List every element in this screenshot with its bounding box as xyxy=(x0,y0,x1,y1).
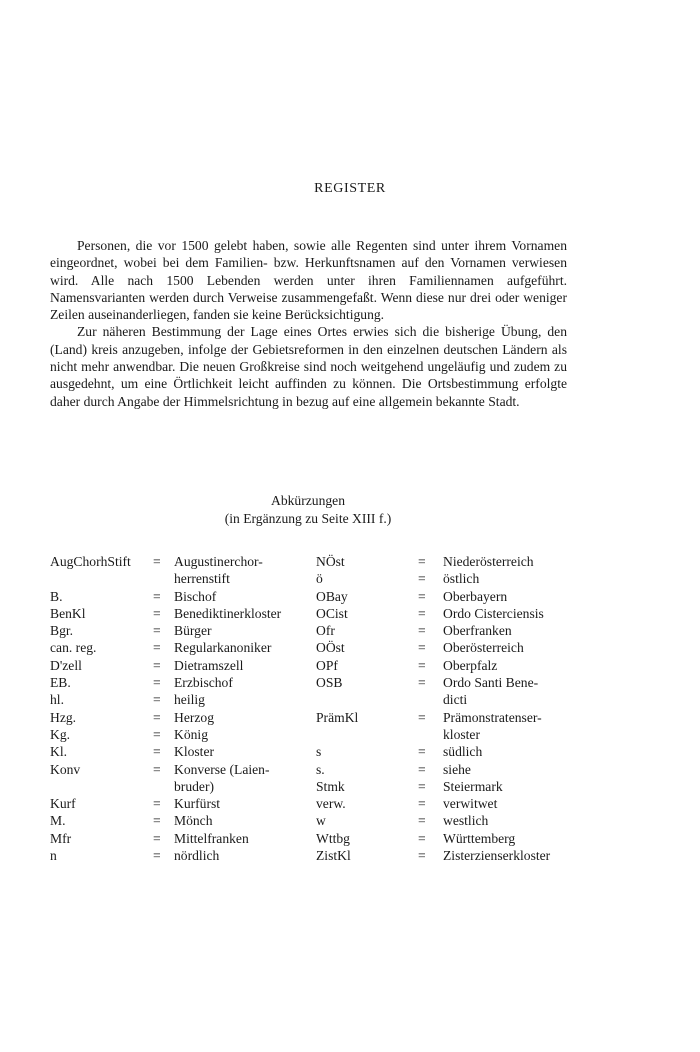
abbreviation: OSB xyxy=(316,675,343,691)
equals-sign: = xyxy=(418,848,426,864)
expansion: Oberfranken xyxy=(443,623,512,639)
abbreviation: PrämKl xyxy=(316,709,359,725)
equals-sign: = xyxy=(153,830,161,846)
expansion: kloster xyxy=(443,726,480,742)
intro-paragraph: Zur näheren Bestimmung der Lage eines Ortes erwies sich die bisherige Übung, den (Land) kreis anzugeben, infolge der Gebietsreformen in den einzelnen deutschen Ländern als nicht mehr anwendbar. Die neuen Großkreise sind noch weitgehend ungeläufig und zudem zu ausgedehnt, um eine Örtlichkeit leicht auffinden zu können. Die Ortsbestimmung erfolgte daher durch Angabe der Himmelsrichtung in bezug auf eine allgemein bekannte Stadt. xyxy=(50,324,567,409)
equals-sign: = xyxy=(418,605,426,621)
abbreviation-row xyxy=(50,622,580,639)
expansion: Mittelfranken xyxy=(174,830,249,846)
equals-sign: = xyxy=(153,744,161,760)
abbreviation-row xyxy=(50,830,580,847)
abbreviation-row xyxy=(50,812,580,829)
expansion: heilig xyxy=(174,692,205,708)
expansion: östlich xyxy=(443,571,480,587)
abbreviation: w xyxy=(316,813,326,829)
expansion: nördlich xyxy=(174,848,220,864)
expansion: Erzbischof xyxy=(174,675,233,691)
equals-sign: = xyxy=(418,554,426,569)
expansion: Oberösterreich xyxy=(443,640,524,656)
equals-sign: = xyxy=(418,675,426,691)
expansion: Zisterzienserkloster xyxy=(443,848,551,864)
abbreviation-row xyxy=(50,570,580,587)
equals-sign: = xyxy=(153,709,161,725)
abbreviations-subtitle: (in Ergänzung zu Seite XIII f.) xyxy=(224,510,392,526)
expansion: Regularkanoniker xyxy=(174,640,272,656)
abbreviation-row xyxy=(50,795,580,812)
expansion: Kloster xyxy=(174,744,215,760)
expansion: Prämonstratenser- xyxy=(443,709,542,725)
equals-sign: = xyxy=(153,848,161,864)
abbreviation: NÖst xyxy=(316,554,345,569)
abbreviation: AugChorhStift xyxy=(50,554,131,569)
equals-sign: = xyxy=(418,744,426,760)
abbreviation-row xyxy=(50,709,580,726)
expansion: Niederösterreich xyxy=(443,554,534,569)
equals-sign: = xyxy=(418,623,426,639)
abbreviation: Wttbg xyxy=(316,830,350,846)
abbreviation: M. xyxy=(50,813,66,829)
abbreviation-row xyxy=(50,726,580,743)
expansion: Herzog xyxy=(174,709,215,725)
abbreviation: Kg. xyxy=(50,726,71,742)
expansion: Mönch xyxy=(174,813,213,829)
abbreviation-row xyxy=(50,778,580,795)
expansion: Oberpfalz xyxy=(443,657,498,673)
equals-sign: = xyxy=(418,761,426,777)
equals-sign: = xyxy=(153,640,161,656)
equals-sign: = xyxy=(418,796,426,812)
abbreviation: Ofr xyxy=(316,623,335,639)
abbreviation: Bgr. xyxy=(50,623,74,639)
intro-paragraph: Personen, die vor 1500 gelebt haben, sowie alle Regenten sind unter ihrem Vornamen eingeordnet, wobei bei dem Familien- bzw. Herkunftsnamen auf den Vornamen verwiesen wird. Alle nach 1500 Lebenden werden unter ihren Familiennamen aufgeführt. Namensvarianten werden durch Verweise zusammengefaßt. Wenn diese nur drei oder weniger Zeilen auseinanderliegen, fanden sie keine Berücksichtigung. xyxy=(50,238,567,323)
page-title: REGISTER xyxy=(314,181,386,196)
expansion: Bürger xyxy=(174,623,212,639)
expansion: Augustinerchor- xyxy=(174,554,263,569)
expansion: südlich xyxy=(443,744,483,760)
abbreviation: OÖst xyxy=(316,640,345,656)
expansion: Dietramszell xyxy=(174,657,244,673)
abbreviation: OPf xyxy=(316,657,338,673)
expansion: Kurfürst xyxy=(174,796,221,812)
abbreviation-row xyxy=(50,691,580,708)
abbreviation-row xyxy=(50,657,580,674)
expansion: verwitwet xyxy=(443,796,498,812)
abbreviation: hl. xyxy=(50,692,64,708)
expansion: dicti xyxy=(443,692,468,708)
abbreviation-row xyxy=(50,553,580,570)
abbreviations-title: Abkürzungen xyxy=(271,493,345,508)
expansion: Oberbayern xyxy=(443,588,508,604)
equals-sign: = xyxy=(153,692,161,708)
abbreviation: Konv xyxy=(50,761,81,777)
expansion: westlich xyxy=(443,813,489,829)
abbreviation-row xyxy=(50,605,580,622)
equals-sign: = xyxy=(153,657,161,673)
expansion: Benediktinerkloster xyxy=(174,605,282,621)
expansion: König xyxy=(174,726,208,742)
equals-sign: = xyxy=(153,675,161,691)
abbreviation: s xyxy=(316,744,322,760)
abbreviation-row xyxy=(50,674,580,691)
expansion: Steiermark xyxy=(443,778,503,794)
abbreviation: Stmk xyxy=(316,778,345,794)
equals-sign: = xyxy=(418,830,426,846)
expansion: bruder) xyxy=(174,778,215,794)
equals-sign: = xyxy=(418,709,426,725)
expansion: Bischof xyxy=(174,588,217,604)
abbreviation: Hzg. xyxy=(50,709,77,725)
equals-sign: = xyxy=(418,813,426,829)
abbreviation: can. reg. xyxy=(50,640,97,656)
abbreviation: ZistKl xyxy=(316,848,351,864)
equals-sign: = xyxy=(153,761,161,777)
equals-sign: = xyxy=(153,623,161,639)
equals-sign: = xyxy=(153,813,161,829)
abbreviation: Mfr xyxy=(50,830,72,846)
equals-sign: = xyxy=(153,554,161,569)
abbreviation-row xyxy=(50,639,580,656)
abbreviation: n xyxy=(50,848,57,864)
abbreviation-row xyxy=(50,743,580,760)
abbreviations-table xyxy=(50,553,580,864)
abbreviation-row xyxy=(50,761,580,778)
equals-sign: = xyxy=(418,778,426,794)
abbreviation: B. xyxy=(50,588,63,604)
abbreviation: ö xyxy=(316,571,323,587)
intro-text xyxy=(50,237,567,410)
equals-sign: = xyxy=(418,571,426,587)
expansion: Ordo Santi Bene- xyxy=(443,675,539,691)
abbreviation: BenKl xyxy=(50,605,86,621)
equals-sign: = xyxy=(153,796,161,812)
expansion: Württemberg xyxy=(443,830,516,846)
equals-sign: = xyxy=(153,726,161,742)
abbreviation: OCist xyxy=(316,605,348,621)
abbreviation-row xyxy=(50,588,580,605)
abbreviation: D'zell xyxy=(50,657,82,673)
expansion: Konverse (Laien- xyxy=(174,761,270,777)
abbreviations-heading xyxy=(0,492,616,527)
equals-sign: = xyxy=(418,640,426,656)
expansion: Ordo Cisterciensis xyxy=(443,605,544,621)
equals-sign: = xyxy=(153,605,161,621)
abbreviation: verw. xyxy=(316,796,346,812)
equals-sign: = xyxy=(418,657,426,673)
equals-sign: = xyxy=(418,588,426,604)
expansion: siehe xyxy=(443,761,471,777)
abbreviation: EB. xyxy=(50,675,71,691)
abbreviation: Kl. xyxy=(50,744,67,760)
abbreviation: OBay xyxy=(316,588,348,604)
abbreviation: Kurf xyxy=(50,796,76,812)
abbreviation-row xyxy=(50,847,580,864)
equals-sign: = xyxy=(153,588,161,604)
expansion: herrenstift xyxy=(174,571,230,587)
abbreviation: s. xyxy=(316,761,325,777)
